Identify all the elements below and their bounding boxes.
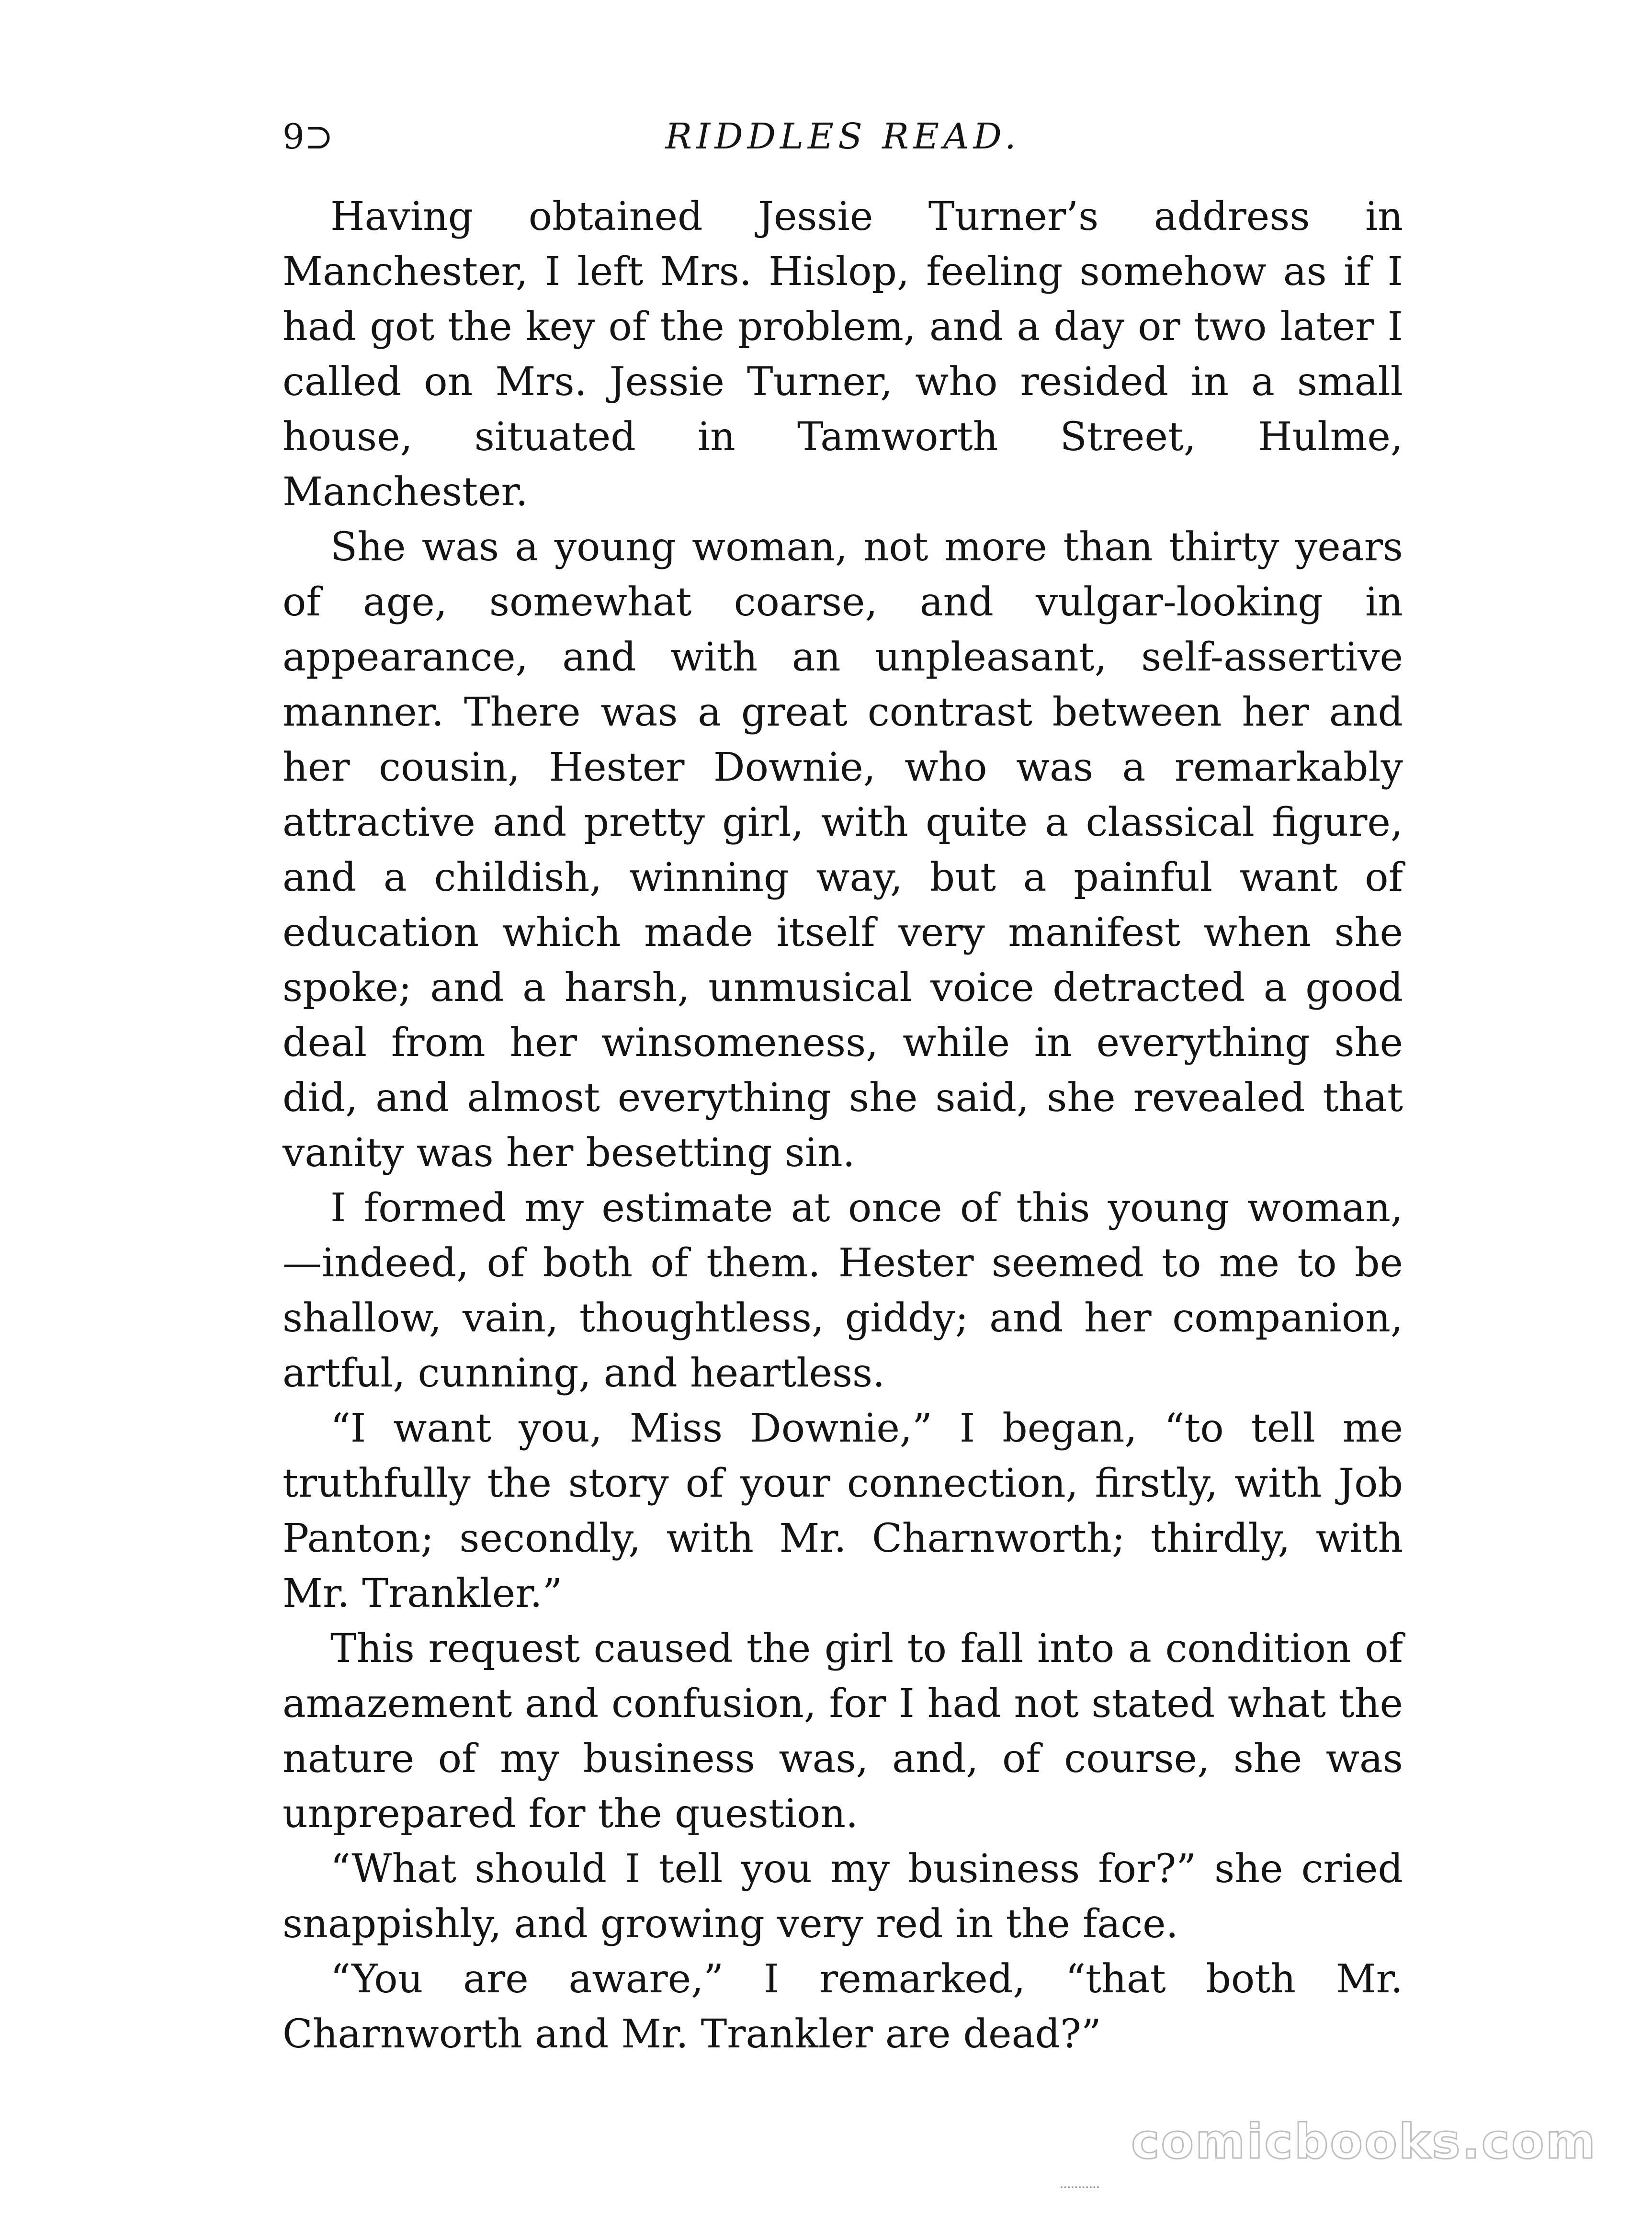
paragraph: She was a young woman, not more than thirty years of age, somewhat coarse, and vulgar-looking in appearance, and with an unpleasant, self-assertive manner. There was a great contrast between her and her cousin, Hester Downie, who was a remarkably attractive and pretty girl, with quite a classical figure, and a childish, winning way, but a painful want of education which made itself very manifest when she spoke; and a harsh, unmusical voice detracted a good deal from her winsomeness, while in everything she did, and almost everything she said, she revealed that vanity was her besetting sin. [283, 524, 1403, 1176]
paragraph: I formed my estimate at once of this young woman, —indeed, of both of them. Hester seemed to me to be shallow, vain, thoughtless, giddy; and her companion, artful, cunning, and heartless. [283, 1185, 1403, 1396]
body-text [283, 189, 1403, 2062]
paragraph: “What should I tell you my business for?” she cried snappishly, and growing very red in the face. [283, 1846, 1403, 1947]
watermark: comicbooks.com [1131, 2113, 1597, 2170]
running-title: RIDDLES READ. [665, 116, 1020, 157]
paragraph: “You are aware,” I remarked, “that both Mr. Charnworth and Mr. Trankler are dead?” [283, 1956, 1403, 2057]
page-number: 9⊃ [283, 116, 334, 157]
footer-mark [1061, 2186, 1099, 2188]
page-header [283, 110, 1403, 163]
paragraph: Having obtained Jessie Turner’s address in Manchester, I left Mrs. Hislop, feeling somehow as if I had got the key of the problem, and a day or two later I called on Mrs. Jessie Turner, who resided in a small house, situated in Tamworth Street, Hulme, Manchester. [283, 194, 1403, 515]
paragraph: “I want you, Miss Downie,” I began, “to tell me truthfully the story of your connection, firstly, with Job Panton; secondly, with Mr. Charnworth; thirdly, with Mr. Trankler.” [283, 1406, 1403, 1616]
paragraph: This request caused the girl to fall into a condition of amazement and confusion, for I had not stated what the nature of my business was, and, of course, she was unprepared for the question. [283, 1626, 1403, 1837]
